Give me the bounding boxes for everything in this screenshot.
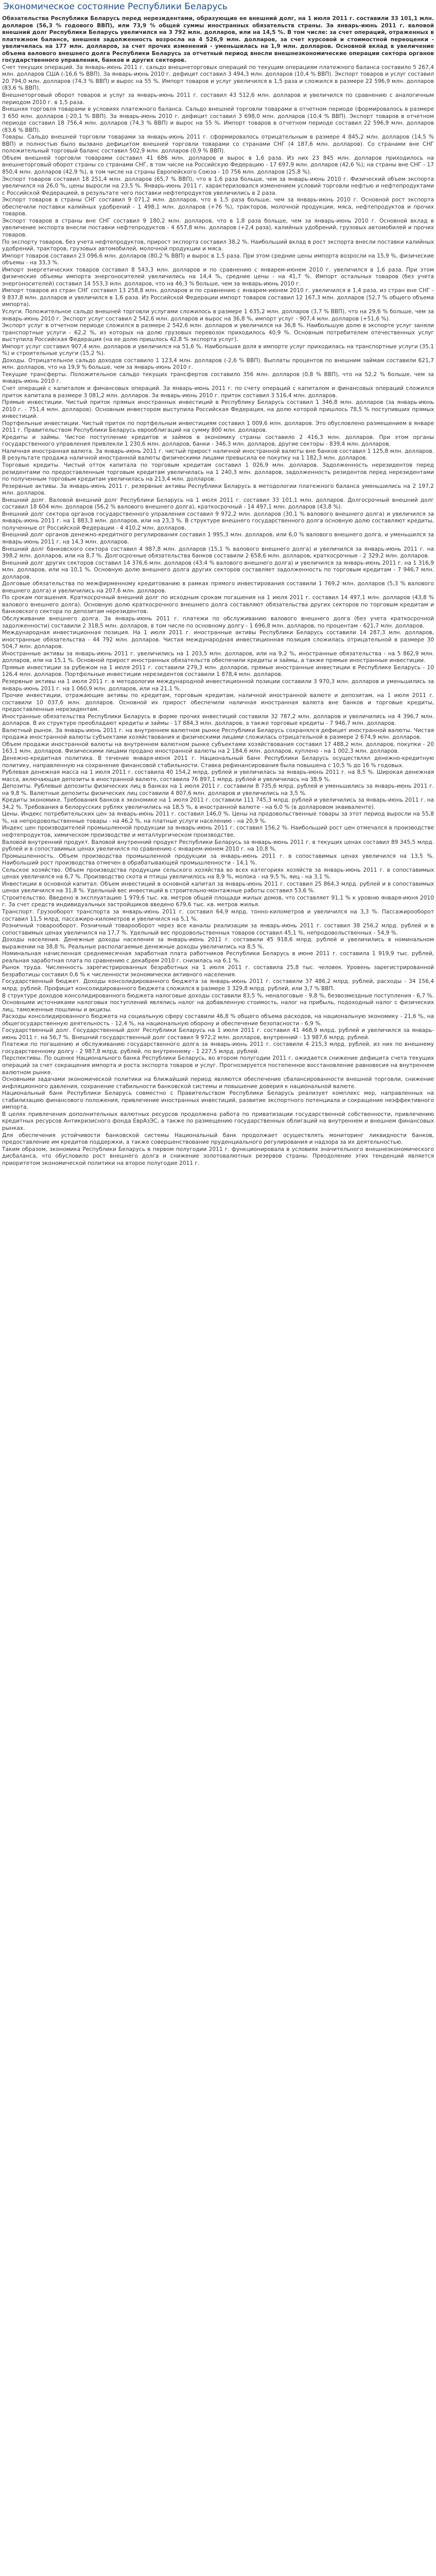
body-paragraph: Внешний долг органов денежно-кредитного регулирования составил 1 995,3 млн. долларов, или 6,0 % валового внешнего долга, и уменьшился за январь-июнь 2011 г. на 14,3 млн. долларов. [2, 532, 434, 546]
body-paragraph: Цены. Индекс потребительских цен за январь-июнь 2011 г. составил 146,0 %. Цены на продовольственные товары за этот период выросли на 55,8 %, на непродовольственные товары - на 46,2 %, на платные услуги населению - на 20,9 %. [2, 811, 434, 824]
body-paragraph: Долговые обязательства по межфирменному кредитованию в рамках прямого инвестирования составили 1 769,2 млн. долларов (5,3 % валового внешнего долга) и увеличились на 207,6 млн. долларов. [2, 581, 434, 594]
body-paragraph: По экспорту товаров, без учета нефтепродуктов, прирост экспорта составил 38,2 %. Наибольший вклад в рост экспорта внесли поставки калийных удобрений, тракторов, грузовых автомобилей, молочной продукции и мяса. [2, 239, 434, 252]
body-paragraph: Импорт услуг составил 907,4 млн. долларов и увеличился на 51,6 %. Наибольшая доля в импорте услуг приходилась на транспортные услуги (35,1 %) и строительные услуги (15,2 %). [2, 343, 434, 357]
body-paragraph: Внешняя торговля товарами в условиях платежного баланса. Сальдо внешней торговли товарами в отчетном периоде (формировалось в размере 3 650 млн. долларов (-20,1 % ВВП). За январь-июнь 2010 г. дефицит составил 3 698,0 млн. долларов (10,4 % ВВП). Экспорт товаров в отчетном периоде составил 18 756,4 млн. долларов (74,3 % ВВП) и вырос на 55 %. Импорт товаров в отчетном периоде составил 22 596,9 млн. долларов (83,6 % ВВП). [2, 106, 434, 133]
body-paragraph: Валютный рынок. За январь-июнь 2011 г. на внутреннем валютном рынке Республики Беларусь сохранялся дефицит иностранной валюты. Чистая продажа иностранной валюты субъектами хозяйствования и физическими лицами сложилась отрицательной в размере 2 674,9 млн. долларов. [2, 727, 434, 741]
body-paragraph: По срокам погашения. Краткосрочный внешний долг по исходным срокам погашения на 1 июля 2011 г. составил 14 497,1 млн. долларов (43,8 % валового внешнего долга). Основную долю краткосрочного внешнего долга составляют обязательства других секторов по торговым кредитам и банковского сектора по депозитам нерезидентов. [2, 595, 434, 615]
body-paragraph: Резервные активы. За январь-июнь 2011 г. резервные активы Республики Беларусь в методологии платежного баланса уменьшились на 2 197,2 млн. долларов. [2, 483, 434, 497]
body-paragraph: Денежно-кредитная политика. В течение января-июня 2011 г. Национальный банк Республики Беларусь осуществлял денежно-кредитную политику, направленную на сохранение финансовой стабильности. Ставка рефинансирования была повышена с 10,5 % до 16 % годовых. [2, 755, 434, 769]
body-paragraph: Доходы. Отрицательное сальдо доходов составило 1 123,4 млн. долларов (-2,6 % ВВП). Выплаты процентов по внешним займам составили 621,7 млн. долларов, что на 19,9 % больше, чем за январь-июнь 2010 г. [2, 357, 434, 371]
body-paragraph: Импорт товаров составил 23 096,6 млн. долларов (80,2 % ВВП) и вырос в 1,5 раза. При этом средние цены импорта возросли на 15,9 %, физические объемы - на 33,3 %. [2, 252, 434, 266]
body-paragraph: Индекс цен производителей промышленной продукции за январь-июнь 2011 г. составил 156,2 %. Наибольший рост цен отмечался в производстве нефтепродуктов, химическом производстве и металлургическом производстве. [2, 825, 434, 838]
body-paragraph: Рублевая денежная масса на 1 июля 2011 г. составила 40 154,2 млрд. рублей и увеличилась за январь-июнь 2011 г. на 8,5 %. Широкая денежная масса, включающая депозиты в иностранной валюте, составила 76 897,1 млрд. рублей и увеличилась на 38,9 %. [2, 769, 434, 783]
body-paragraph: Инвестиции в основной капитал. Объем инвестиций в основной капитал за январь-июнь 2011 г. составил 25 864,3 млрд. рублей и в сопоставимых ценах увеличился на 31,8 %. Удельный вес инвестиций в строительно-монтажные работы составил 53,6 %. [2, 880, 434, 894]
body-paragraph: Прямые инвестиции за рубежом на 1 июля 2011 г. составили 279,3 млн. долларов, прямые иностранные инвестиции в Республике Беларусь - 10 126,4 млн. долларов. Портфельные инвестиции нерезидентов составили 1 878,4 млн. долларов. [2, 664, 434, 678]
article-body [2, 15, 434, 1167]
body-paragraph: Основными задачами экономической политики на ближайший период являются обеспечение сбалансированности внешней торговли, снижение инфляционного давления, сохранение стабильности банковской системы и повышение доверия к национальной валюте. [2, 1076, 434, 1090]
body-paragraph: Импорт товаров из стран СНГ составил 13 258,8 млн. долларов и по сравнению с январем-июнем 2010 г. увеличился в 1,4 раза, из стран вне СНГ - 9 837,8 млн. долларов и увеличился в 1,6 раза. Из Российской Федерации импорт товаров составил 12 167,3 млн. долларов (52,7 % общего объема импорта). [2, 287, 434, 308]
page-title: Экономическое состояние Республики Беларусь [3, 2, 228, 12]
body-paragraph: Международная инвестиционная позиция. На 1 июля 2011 г. иностранные активы Республики Беларусь составили 14 287,3 млн. долларов, иностранные обязательства - 44 792 млн. долларов. Чистая международная инвестиционная позиция сложилась отрицательной в размере 30 504,7 млн. долларов. [2, 630, 434, 650]
body-paragraph: Внешний долг. Валовой внешний долг Республики Беларусь на 1 июля 2011 г. составил 33 101,1 млн. долларов. Долгосрочный внешний долг составил 18 604 млн. долларов (56,2 % валового внешнего долга), краткосрочный - 14 497,1 млн. долларов (43,8 %). [2, 497, 434, 511]
paragraph-list [2, 64, 434, 1167]
body-paragraph: Экспорт товаров в страны вне СНГ составил 9 180,2 млн. долларов, что в 1,8 раза больше, чем за январь-июнь 2010 г. Основной вклад в увеличение экспорта внесли поставки нефтепродуктов - 4 657,8 млн. долларов (+2,4 раза), калийных удобрений, грузовых автомобилей и прочих товаров. [2, 217, 434, 238]
body-paragraph: Внешний долг банковского сектора составил 4 987,8 млн. долларов (15,1 % валового внешнего долга) и увеличился за январь-июнь 2011 г. на 398,2 млн. долларов, или на 8,7 %. Долгосрочные обязательства банков составили 2 658,6 млн. долларов, краткосрочные - 2 329,2 млн. долларов. [2, 546, 434, 560]
document-page [0, 0, 436, 1171]
body-paragraph: Национальный банк Республики Беларусь совместно с Правительством Республики Беларусь реализует комплекс мер, направленных на стабилизацию финансового положения, привлечение иностранных инвестиций, развитие экспортного потенциала и сокращение неэффективного импорта. [2, 1090, 434, 1111]
body-paragraph: Прямые инвестиции. Чистый приток прямых иностранных инвестиций в Республику Беларусь составил 1 346,8 млн. долларов (за январь-июнь 2010 г. - 751,4 млн. долларов). Основным инвестором выступила Российская Федерация, на долю которой пришлось 78,5 % поступивших прямых инвестиций. [2, 399, 434, 420]
body-paragraph: Промышленность. Объем производства промышленной продукции за январь-июнь 2011 г. в сопоставимых ценах увеличился на 13,5 %. Наибольший рост производства отмечен в обрабатывающей промышленности - 14,1 %. [2, 853, 434, 867]
body-paragraph: В целях привлечения дополнительных валютных ресурсов продолжена работа по приватизации государственной собственности, привлечению кредитных ресурсов Антикризисного фонда ЕврАзЭС, а также по размещению государственных облигаций на внутреннем и внешнем финансовых рынках. [2, 1111, 434, 1131]
body-paragraph: Внешнеторговый оборот товаров и услуг за январь-июнь 2011 г. составил 43 512,6 млн. долларов и увеличился по сравнению с аналогичным периодом 2010 г. в 1,5 раза. [2, 92, 434, 106]
body-paragraph: Таким образом, экономика Республики Беларусь в первом полугодии 2011 г. функционировала в условиях значительного внешнеэкономического дисбаланса, что обусловило рост внешнего долга и снижение золотовалютных резервов страны. Преодоление этих тенденций является приоритетом экономической политики на второе полугодие 2011 г. [2, 1146, 434, 1166]
body-paragraph: Кредиты экономике. Требования банков к экономике на 1 июля 2011 г. составили 111 745,3 млрд. рублей и увеличились за январь-июнь 2011 г. на 34,2 %. Требования в белорусских рублях увеличились на 18,5 %, в иностранной валюте - на 6,0 % (в долларовом эквиваленте). [2, 797, 434, 810]
body-paragraph: Внешний долг сектора органов государственного управления составил 9 972,2 млн. долларов (30,1 % валового внешнего долга) и увеличился за январь-июнь 2011 г. на 1 883,3 млн. долларов, или на 23,3 %. В структуре внешнего государственного долга основную долю составляют кредиты, полученные от Российской Федерации - 4 410,2 млн. долларов. [2, 511, 434, 531]
body-paragraph: Наличная иностранная валюта. За январь-июнь 2011 г. чистый прирост наличной иностранной валюты вне банков составил 1 125,8 млн. долларов. В результате продажа наличной иностранной валюты физическими лицами превысила ее покупку на 1 182,3 млн. долларов. [2, 448, 434, 462]
body-paragraph: Сельское хозяйство. Объем производства продукции сельского хозяйства во всех категориях хозяйств за январь-июнь 2011 г. в сопоставимых ценах увеличился на 6,7 %. Производство скота и птицы увеличилось на 8,9 %, молока - на 9,5 %, яиц - на 3,1 %. [2, 867, 434, 880]
body-paragraph: Торговые кредиты. Чистый отток капитала по торговым кредитам составил 1 026,9 млн. долларов. Задолженность нерезидентов перед резидентами по предоставленным торговым кредитам увеличилась на 1 240,3 млн. долларов, задолженность резидентов перед нерезидентами по полученным торговым кредитам увеличилась на 213,4 млн. долларов. [2, 462, 434, 483]
body-paragraph: Резервные активы на 1 июля 2011 г. в методологии международной инвестиционной позиции составили 3 970,3 млн. долларов и уменьшились за январь-июнь 2011 г. на 1 060,9 млн. долларов, или на 21,1 %. [2, 678, 434, 692]
body-paragraph: Розничный товарооборот. Розничный товарооборот через все каналы реализации за январь-июнь 2011 г. составил 38 256,2 млрд. рублей и в сопоставимых ценах увеличился на 17,7 %. Удельный вес продовольственных товаров составил 45,1 %, непродовольственных - 54,9 %. [2, 923, 434, 936]
body-paragraph: Для обеспечения устойчивости банковской системы Национальный банк продолжает осуществлять мониторинг ликвидности банков, предоставление им кредитов поддержки, а также совершенствование пруденциального регулирования и надзора за их деятельностью. [2, 1132, 434, 1146]
body-paragraph: Экспорт товаров составил 18 251,4 млн. долларов (65,7 % ВВП), что в 1,6 раза больше, чем за январь-июнь 2010 г. Физический объем экспорта увеличился на 26,0 %, цены выросли на 23,5 %. Январь-июнь 2011 г. характеризовался изменением условий торговли нефтью и нефтепродуктами с Российской Федерацией, в результате чего поставки нефтепродуктов увеличились в 2 раза. [2, 176, 434, 196]
body-paragraph: Иностранные обязательства Республики Беларусь в форме прочих инвестиций составили 32 787,2 млн. долларов и увеличились на 4 396,7 млн. долларов. В их структуре преобладают кредиты и займы - 17 884,3 млн. долларов, а также торговые кредиты - 7 946,7 млн. долларов. [2, 713, 434, 727]
body-paragraph: Портфельные инвестиции. Чистый приток по портфельным инвестициям составил 1 009,6 млн. долларов. Это обусловлено размещением в январе 2011 г. Правительством Республики Беларусь еврооблигаций на сумму 800 млн. долларов. [2, 420, 434, 434]
body-paragraph: Государственный долг. Государственный долг Республики Беларусь на 1 июля 2011 г. составил 41 468,9 млрд. рублей и увеличился за январь-июнь 2011 г. на 56,7 %. Внешний государственный долг составил 9 972,2 млн. долларов, внутренний - 13 987,6 млрд. рублей. [2, 1027, 434, 1041]
body-paragraph: Прочие инвестиции, отражающие активы по кредитам, торговым кредитам, наличной иностранной валюте и депозитам, на 1 июля 2011 г. составили 10 037,6 млн. долларов. Основной их прирост обеспечили наличная иностранная валюта вне банков и торговые кредиты, предоставленные нерезидентам. [2, 692, 434, 713]
body-paragraph: Валовой внутренний продукт. Валовой внутренний продукт Республики Беларусь за январь-июнь 2011 г. в текущих ценах составил 89 345,5 млрд. рублей и в сопоставимых ценах увеличился по сравнению с январем-июнем 2010 г. на 10,8 %. [2, 839, 434, 853]
body-paragraph: Строительство. Введено в эксплуатацию 1 979,6 тыс. кв. метров общей площади жилых домов, что составляет 91,1 % к уровню января-июня 2010 г. За счет средств индивидуальных застройщиков введено 679,6 тыс. кв. метров жилья. [2, 894, 434, 908]
body-paragraph: Экспорт товаров в страны СНГ составил 9 071,2 млн. долларов, что в 1,5 раза больше, чем за январь-июнь 2010 г. Основной рост экспорта обеспечили поставки калийных удобрений - 1 498,1 млн. долларов (+76 %), тракторов, молочной продукции, мяса, нефтепродуктов и прочих товаров. [2, 197, 434, 217]
body-paragraph: Внешний долг других секторов составил 14 376,6 млн. долларов (43,4 % валового внешнего долга) и увеличился за январь-июнь 2011 г. на 1 316,9 млн. долларов, или на 10,1 %. Основную долю внешнего долга других секторов составляет задолженность по торговым кредитам - 7 946,7 млн. долларов. [2, 560, 434, 580]
body-paragraph: Товары. Сальдо внешней торговли товарами за январь-июнь 2011 г. сформировалось отрицательным в размере 4 845,2 млн. долларов (14,5 % ВВП) и полностью было вызвано дефицитом внешней торговли товарами со странами СНГ (4 187,6 млн. долларов). Со странами вне СНГ положительный торговый баланс составил 502,9 млн. долларов (0,9 % ВВП). [2, 134, 434, 155]
body-paragraph: Кредиты и займы. Чистое поступление кредитов и займов в экономику страны составило 2 416,3 млн. долларов. При этом органы государственного управления привлекли 1 230,6 млн. долларов, банки - 346,3 млн. долларов, другие секторы - 839,4 млн. долларов. [2, 434, 434, 448]
body-paragraph: Иностранные активы за январь-июнь 2011 г. увеличились на 1 203,5 млн. долларов, или на 9,2 %, иностранные обязательства - на 5 862,9 млн. долларов, или на 15,1 %. Основной прирост иностранных обязательств обеспечили кредиты и займы, а также прямые иностранные инвестиции. [2, 650, 434, 664]
body-paragraph: Рынок труда. Численность зарегистрированных безработных на 1 июля 2011 г. составила 25,8 тыс. человек. Уровень зарегистрированной безработицы составил 0,6 % к численности экономически активного населения. [2, 964, 434, 978]
body-paragraph: В структуре доходов консолидированного бюджета налоговые доходы составили 83,5 %, неналоговые - 9,8 %, безвозмездные поступления - 6,7 %. Основными источниками налоговых поступлений являлись налог на добавленную стоимость, налог на прибыль, подоходный налог с физических лиц, таможенные пошлины и акцизы. [2, 992, 434, 1013]
body-paragraph: Импорт энергетических товаров составил 8 543,3 млн. долларов и по сравнению с январем-июнем 2010 г. увеличился в 1,6 раза. При этом физические объемы импорта энергоносителей увеличились на 14,4 %, средние цены - на 41,7 %. Импорт остальных товаров (без учета энергоносителей) составил 14 553,3 млн. долларов, что на 46,3 % больше, чем за январь-июнь 2010 г. [2, 266, 434, 287]
body-paragraph: Экспорт услуг в отчетном периоде сложился в размере 2 542,6 млн. долларов и увеличился на 36,8 %. Наибольшую долю в экспорте услуг заняли транспортные услуги - 62,2 %, из которых на долю грузовых перевозок приходилось 40,9 %. Основным потребителем отечественных услуг выступила Российская Федерация (на ее долю пришлось 42,8 % экспорта услуг). [2, 323, 434, 343]
body-paragraph: Государственный бюджет. Доходы консолидированного бюджета за январь-июнь 2011 г. составили 37 486,2 млрд. рублей, расходы - 34 156,4 млрд. рублей. Профицит консолидированного бюджета сложился в размере 3 329,8 млрд. рублей, или 3,7 % ВВП. [2, 978, 434, 992]
body-paragraph: Транспорт. Грузооборот транспорта за январь-июнь 2011 г. составил 64,9 млрд. тонно-километров и увеличился на 3,3 %. Пассажирооборот составил 11,5 млрд. пассажиро-километров и увеличился на 5,1 %. [2, 909, 434, 922]
body-paragraph: Платежи по погашению и обслуживанию государственного долга за январь-июнь 2011 г. составили 4 215,3 млрд. рублей, из них по внешнему государственному долгу - 2 987,8 млрд. рублей, по внутреннему - 1 227,5 млрд. рублей. [2, 1041, 434, 1055]
body-paragraph: Обслуживание внешнего долга. За январь-июнь 2011 г. платежи по обслуживанию валового внешнего долга (без учета краткосрочной задолженности) составили 2 318,5 млн. долларов, в том числе по основному долгу - 1 696,8 млн. долларов, по процентам - 621,7 млн. долларов. [2, 616, 434, 629]
body-paragraph: Счет операций с капиталом и финансовых операций. За январь-июнь 2011 г. по счету операций с капиталом и финансовых операций сложился приток капитала в размере 3 081,2 млн. долларов. За январь-июнь 2010 г. приток составил 3 516,4 млн. долларов. [2, 385, 434, 399]
body-paragraph: Депозиты. Рублевые депозиты физических лиц в банках на 1 июля 2011 г. составили 8 735,6 млрд. рублей и уменьшились за январь-июнь 2011 г. на 9,8 %. Валютные депозиты физических лиц составили 4 807,6 млн. долларов и увеличились на 3,5 %. [2, 783, 434, 796]
lead-paragraph: Обязательства Республики Беларусь перед нерезидентами, образующие ее внешний долг, на 1 июля 2011 г. составили 33 101,1 млн. долларов (56,3 % годового ВВП), или 73,9 % общей суммы иностранных обязательств страны. За январь-июнь 2011 г. валовой внешний долг Республики Беларусь увеличился на 3 792 млн. долларов, или на 14,5 %. В том числе: за счет операций, отраженных в платежном балансе, внешняя задолженность возросла на 4 526,9 млн. долларов, за счет курсовой и стоимостной переоценки - увеличилась на 177 млн. долларов, за счет прочих изменений - уменьшилась на 1,9 млн. долларов. Основной вклад в увеличение объема валового внешнего долга Республики Беларусь за отчетный период внесли внешнеэкономические операции сектора органов государственного управления, банков и других секторов. [2, 15, 434, 64]
body-paragraph: Расходы консолидированного бюджета на социальную сферу составили 46,8 % общего объема расходов, на национальную экономику - 21,6 %, на общегосударственную деятельность - 12,4 %, на национальную оборону и обеспечение безопасности - 6,9 %. [2, 1013, 434, 1027]
body-paragraph: Объем внешней торговли товарами составил 41 686 млн. долларов и вырос в 1,6 раза. Из них 23 845 млн. долларов приходилось на внешнеторговый оборот страны со странами СНГ, в том числе на Российскую Федерацию - 17 697,9 млн. долларов (42,6 %); на страны вне СНГ - 17 850,4 млн. долларов (42,9 %), в том числе на страны Европейского Союза - 10 756 млн. долларов (25,8 %). [2, 155, 434, 176]
body-paragraph: Доходы населения. Денежные доходы населения за январь-июнь 2011 г. составили 45 918,6 млрд. рублей и увеличились в номинальном выражении на 38,8 %. Реальные располагаемые денежные доходы увеличились на 8,5 %. [2, 937, 434, 950]
body-paragraph: Номинальная начисленная среднемесячная заработная плата работников Республики Беларусь в июне 2011 г. составила 1 919,9 тыс. рублей, реальная заработная плата по сравнению с декабрем 2010 г. снизилась на 6,1 %. [2, 951, 434, 964]
body-paragraph: Счет текущих операций. За январь-июнь 2011 г. сальдо внешнеторговых операций по текущим операциям платежного баланса составило 5 267,4 млн. долларов США (-16,6 % ВВП). За январь-июнь 2010 г. дефицит составил 3 494,3 млн. долларов (10,4 % ВВП). Экспорт товаров и услуг составил 20 794,0 млн. долларов (74,3 % ВВП) и вырос на 55 %. Импорт товаров и услуг увеличился в 1,5 раза и сложился в размере 22 596,9 млн. долларов (83,6 % ВВП). [2, 64, 434, 92]
body-paragraph: Услуги. Положительное сальдо внешней торговли услугами сложилось в размере 1 635,2 млн. долларов (3,7 % ВВП), что на 29,6 % больше, чем за январь-июнь 2010 г. Экспорт услуг составил 2 542,6 млн. долларов и вырос на 36,8 %, импорт услуг - 907,4 млн. долларов (+51,6 %). [2, 308, 434, 322]
body-paragraph: Объем продажи иностранной валюты на внутреннем валютном рынке субъектами хозяйствования составил 17 488,2 млн. долларов, покупки - 20 163,1 млн. долларов. Физическими лицами продано иностранной валюты на 2 184,6 млн. долларов, куплено - на 1 002,3 млн. долларов. [2, 741, 434, 755]
body-paragraph: Перспективы. По оценке Национального банка Республики Беларусь, во втором полугодии 2011 г. ожидается снижение дефицита счета текущих операций за счет сокращения импорта и роста экспорта товаров и услуг. Прогнозируется постепенное восстановление равновесия на внутреннем валютном рынке. [2, 1055, 434, 1076]
body-paragraph: Текущие трансферты. Положительное сальдо текущих трансфертов составило 356 млн. долларов (0,8 % ВВП), что на 52,2 % больше, чем за январь-июнь 2010 г. [2, 371, 434, 385]
